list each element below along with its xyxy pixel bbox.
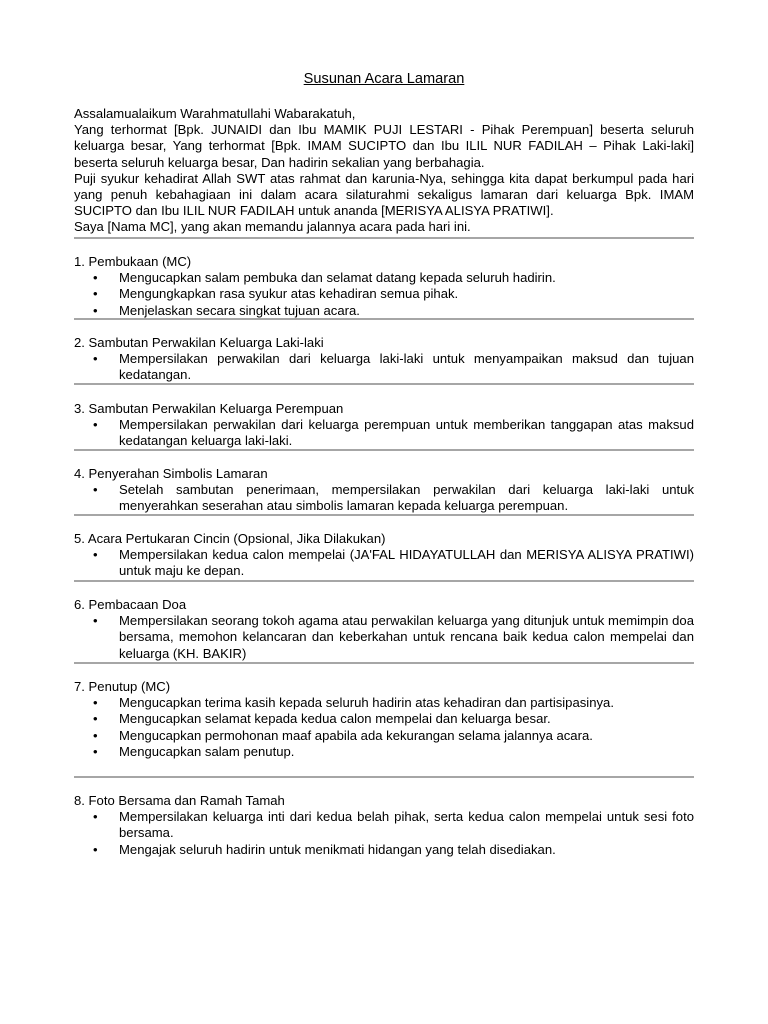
- section-divider: [74, 318, 694, 320]
- list-item: • Mengucapkan selamat kepada kedua calon mempelai dan keluarga besar.: [74, 711, 694, 727]
- bullet-list: [74, 695, 694, 760]
- section-heading: 1. Pembukaan (MC): [74, 254, 192, 269]
- document-title: Susunan Acara Lamaran: [303, 71, 465, 87]
- list-item: • Mengucapkan terima kasih kepada seluruh hadirin atas kehadiran dan partisipasinya.: [74, 695, 694, 711]
- section-heading: 8. Foto Bersama dan Ramah Tamah: [74, 793, 285, 808]
- list-item: • Mengajak seluruh hadirin untuk menikmati hidangan yang telah disediakan.: [74, 842, 694, 858]
- list-item: • Mengucapkan salam pembuka dan selamat datang kepada seluruh hadirin.: [74, 270, 694, 286]
- section-pembukaan: [74, 254, 694, 319]
- section-pembacaan-doa: [74, 597, 694, 662]
- bullet-list: [74, 417, 694, 449]
- bullet-list: [74, 809, 694, 858]
- section-divider: [74, 383, 694, 385]
- list-item: • Mempersilakan keluarga inti dari kedua belah pihak, serta kedua calon mempelai untuk sesi foto bersama.: [74, 809, 694, 841]
- section-heading: 7. Penutup (MC): [74, 679, 171, 694]
- section-divider: [74, 514, 694, 516]
- intro-salutation: Yang terhormat [Bpk. JUNAIDI dan Ibu MAMIK PUJI LESTARI - Pihak Perempuan] beserta seluruh keluarga besar, Yang terhormat [Bpk. IMAM SUCIPTO dan Ibu ILIL NUR FADILAH – Pihak Laki-laki] beserta seluruh keluarga besar, Dan hadirin sekalian yang berbahagia.: [74, 122, 694, 170]
- bullet-list: [74, 270, 694, 319]
- section-heading: 4. Penyerahan Simbolis Lamaran: [74, 466, 268, 481]
- section-divider: [74, 776, 694, 778]
- intro-greeting: Assalamualaikum Warahmatullahi Wabarakatuh,: [74, 106, 356, 121]
- list-item: • Mempersilakan perwakilan dari keluarga perempuan untuk memberikan tanggapan atas maksud kedatangan keluarga laki-laki.: [74, 417, 694, 449]
- section-heading: 5. Acara Pertukaran Cincin (Opsional, Jika Dilakukan): [74, 531, 386, 546]
- bullet-list: [74, 351, 694, 383]
- section-divider: [74, 237, 694, 239]
- list-item: • Mempersilakan seorang tokoh agama atau perwakilan keluarga yang ditunjuk untuk memimpin doa bersama, memohon kelancaran dan keberkahan untuk rencana baik kedua calon mempelai dan keluarga (KH. BAKIR): [74, 613, 694, 662]
- intro-gratitude: Puji syukur kehadirat Allah SWT atas rahmat dan karunia-Nya, sehingga kita dapat berkumpul pada hari yang penuh kebahagiaan ini dalam acara silaturahmi sekaligus lamaran dari keluarga Bpk. IMAM SUCIPTO dan Ibu ILIL NUR FADILAH untuk ananda [MERISYA ALISYA PRATIWI].: [74, 170, 694, 219]
- intro-mc: Saya [Nama MC], yang akan memandu jalannya acara pada hari ini.: [74, 219, 471, 235]
- bullet-list: [74, 547, 694, 579]
- section-sambutan-laki-laki: [74, 335, 694, 384]
- list-item: • Mempersilakan kedua calon mempelai (JA'FAL HIDAYATULLAH dan MERISYA ALISYA PRATIWI) untuk maju ke depan.: [74, 547, 694, 579]
- section-heading: 2. Sambutan Perwakilan Keluarga Laki-laki: [74, 335, 324, 350]
- section-foto-bersama: [74, 793, 694, 858]
- section-penutup: [74, 679, 694, 760]
- list-item: • Mengucapkan salam penutup.: [74, 744, 694, 760]
- section-pertukaran-cincin: [74, 531, 694, 580]
- section-heading: 3. Sambutan Perwakilan Keluarga Perempuan: [74, 401, 344, 416]
- section-penyerahan-simbolis: [74, 466, 694, 515]
- list-item: • Mengucapkan permohonan maaf apabila ada kekurangan selama jalannya acara.: [74, 728, 694, 744]
- intro-block: [74, 106, 694, 236]
- section-divider: [74, 580, 694, 582]
- section-sambutan-perempuan: [74, 401, 694, 450]
- bullet-list: [74, 613, 694, 662]
- bullet-list: [74, 482, 694, 514]
- list-item: • Mempersilakan perwakilan dari keluarga laki-laki untuk menyampaikan maksud dan tujuan kedatangan.: [74, 351, 694, 383]
- section-divider: [74, 662, 694, 664]
- list-item: • Menjelaskan secara singkat tujuan acara.: [74, 303, 694, 319]
- list-item: • Mengungkapkan rasa syukur atas kehadiran semua pihak.: [74, 286, 694, 302]
- section-heading: 6. Pembacaan Doa: [74, 597, 187, 612]
- section-divider: [74, 449, 694, 451]
- list-item: • Setelah sambutan penerimaan, mempersilakan perwakilan dari keluarga laki-laki untuk menyerahkan seserahan atau simbolis lamaran kepada keluarga perempuan.: [74, 482, 694, 514]
